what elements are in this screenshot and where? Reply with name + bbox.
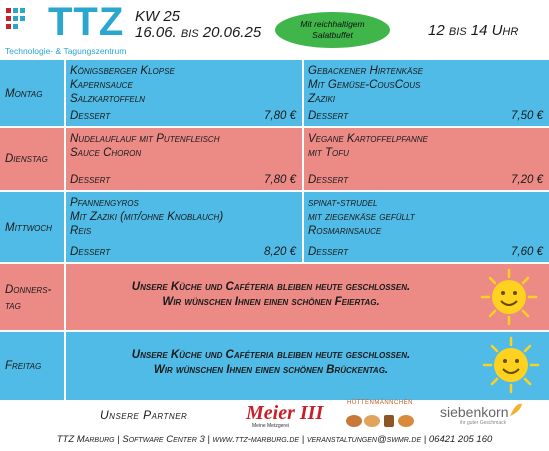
sun-icon: [482, 336, 540, 394]
dish-1: [66, 60, 304, 126]
logo-text: TTZ: [48, 0, 125, 44]
partner-logo-meier: Meier III: [246, 402, 324, 424]
dish-line: Salzkartoffeln: [70, 93, 145, 105]
day-row-tuesday: [0, 128, 549, 190]
dish-line: spinat-strudel: [308, 197, 378, 209]
dish-line: Zaziki: [308, 93, 336, 105]
dessert-label: Dessert: [70, 174, 111, 186]
partner-huetten-title: HÜTTENMÄNNCHEN: [347, 400, 413, 406]
dessert-price-row: [308, 246, 543, 258]
dish-2: [304, 60, 549, 126]
day-cell: [0, 264, 66, 330]
day-row-wednesday: [0, 192, 549, 262]
partners-label: Unsere Partner: [100, 408, 188, 422]
partner-logo-siebenkorn: siebenkorn: [440, 404, 509, 420]
day-cell: [0, 192, 66, 262]
closed-line: Unsere Küche und Caféteria bleiben heute geschlossen.: [131, 349, 411, 361]
menu-header: [0, 0, 549, 60]
dish-line: Nudelauflauf mit Putenfleisch: [70, 133, 220, 145]
day-name: Donners-tag: [5, 284, 52, 312]
partner-meier-subtitle: Meine Metzgerei: [252, 423, 289, 429]
day-row-friday: [0, 332, 549, 400]
day-row-thursday: [0, 264, 549, 330]
sun-icon: [480, 268, 538, 326]
dish-2: [304, 128, 549, 190]
price: 8,20 €: [264, 246, 296, 258]
dish-line: Sauce Choron: [70, 147, 142, 159]
dessert-price-row: [70, 246, 296, 258]
dessert-price-row: [308, 110, 543, 122]
bakery-products-icon: [344, 409, 416, 429]
closed-line: Wir wünschen Ihnen einen schönen Brückentag.: [153, 364, 389, 376]
contact-line: TTZ Marburg | Software Center 3 | www.ttz-marburg.de | veranstaltungen@swmr.de | 06421 205 160: [56, 434, 493, 445]
day-name: Freitag: [5, 360, 42, 372]
closed-line: Wir wünschen Ihnen einen schönen Feiertag.: [162, 296, 380, 308]
day-row-monday: [0, 60, 549, 126]
closed-line: Unsere Küche und Caféteria bleiben heute geschlossen.: [131, 281, 411, 293]
dish-line: Reis: [70, 225, 92, 237]
dish-line: Königsberger Klopse: [70, 65, 175, 77]
dish-line: Mit Zaziki (mit/ohne Knoblauch): [70, 211, 224, 223]
day-name: Dienstag: [5, 153, 48, 165]
price: 7,60 €: [511, 246, 543, 258]
dessert-label: Dessert: [70, 246, 111, 258]
day-cell: [0, 60, 66, 126]
dish-line: Kapernsauce: [70, 79, 133, 91]
logo-subtitle: Technologie- & Tagungszentrum: [5, 46, 127, 56]
dish-line: Gebackener Hirtenkäse: [308, 65, 423, 77]
dish-line: Mit Gemüse-CousCous: [308, 79, 421, 91]
closed-notice: [66, 348, 476, 378]
salad-buffet-badge: Mit reichhaltigem Salatbuffet: [275, 12, 390, 48]
ttz-logo-mark: [4, 4, 48, 40]
partner-siebenkorn-subtitle: ihr guter Geschmack: [460, 420, 507, 426]
price: 7,20 €: [511, 174, 543, 186]
wheat-leaf-icon: [508, 402, 524, 418]
price: 7,80 €: [264, 110, 296, 122]
day-cell: [0, 332, 66, 400]
dessert-price-row: [70, 110, 296, 122]
dessert-label: Dessert: [308, 110, 349, 122]
day-cell: [0, 128, 66, 190]
price: 7,80 €: [264, 174, 296, 186]
week-label: KW 25: [135, 8, 181, 25]
closed-notice: [66, 280, 476, 310]
dish-line: mit Tofu: [308, 147, 349, 159]
dessert-price-row: [308, 174, 543, 186]
dish-line: Vegane Kartoffelpfanne: [308, 133, 428, 145]
menu-grid: [0, 60, 549, 400]
opening-hours: 12 bis 14 Uhr: [428, 22, 519, 39]
partner-logo-huettenmaennchen: [330, 400, 430, 430]
dish-line: Rosmarinsauce: [308, 225, 382, 237]
dessert-label: Dessert: [308, 174, 349, 186]
dessert-label: Dessert: [308, 246, 349, 258]
day-name: Mittwoch: [5, 222, 52, 234]
dish-2: [304, 192, 549, 262]
dish-line: mit ziegenkäse gefüllt: [308, 211, 415, 223]
date-range: 16.06. bis 20.06.25: [135, 24, 262, 41]
price: 7,50 €: [511, 110, 543, 122]
menu-footer: [0, 400, 549, 451]
dish-1: [66, 128, 304, 190]
dish-1: [66, 192, 304, 262]
dessert-label: Dessert: [70, 110, 111, 122]
day-name: Montag: [5, 88, 43, 100]
dish-line: Pfannengyros: [70, 197, 139, 209]
dessert-price-row: [70, 174, 296, 186]
ttz-logo: [4, 0, 134, 56]
